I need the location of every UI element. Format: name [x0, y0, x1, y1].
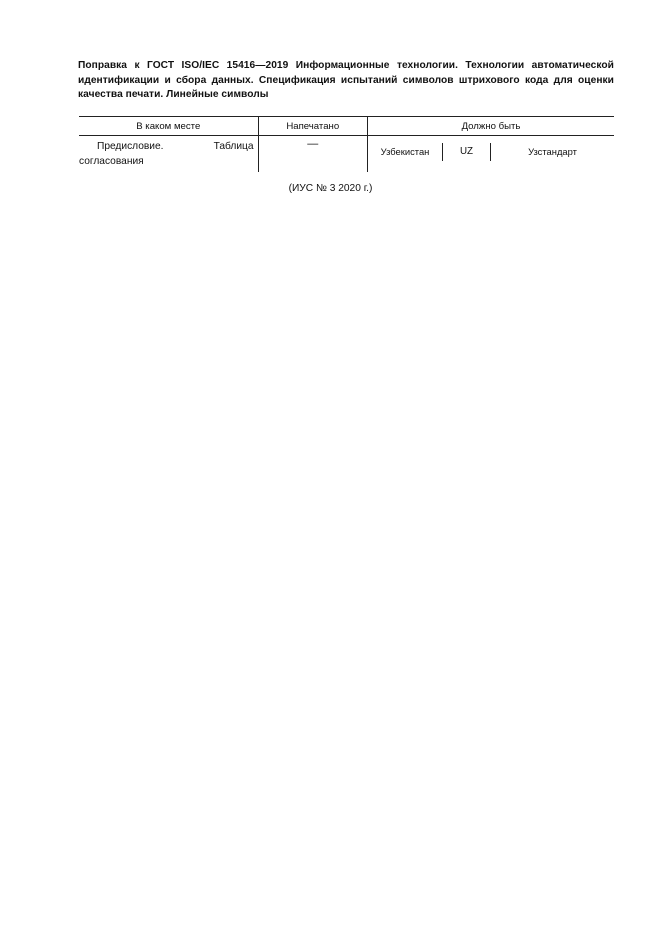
- amendment-table-container: [79, 116, 614, 172]
- should-be-country: Узбекистан: [368, 143, 443, 161]
- table-row: [79, 136, 614, 173]
- amendment-table: [79, 116, 614, 172]
- should-be-agency: Узстандарт: [528, 146, 577, 157]
- header-should-be: Должно быть: [368, 117, 615, 136]
- header-where: В каком месте: [79, 117, 258, 136]
- cell-where: Предисловие. Таблица согласования: [79, 136, 258, 173]
- cell-should-be: [368, 136, 615, 173]
- amendment-title: Поправка к ГОСТ ISO/IEC 15416—2019 Информационные технологии. Технологии автоматической идентификации и сбора данных. Спецификация испытаний символов штрихового кода для оценки качества печати. Линейные символы: [78, 60, 614, 100]
- header-printed: Напечатано: [258, 117, 367, 136]
- publication-footnote: (ИУС № 3 2020 г.): [288, 183, 373, 194]
- table-header-row: [79, 117, 614, 136]
- should-be-code: UZ: [443, 143, 491, 161]
- should-be-entry: [368, 142, 614, 162]
- cell-printed: —: [258, 136, 367, 173]
